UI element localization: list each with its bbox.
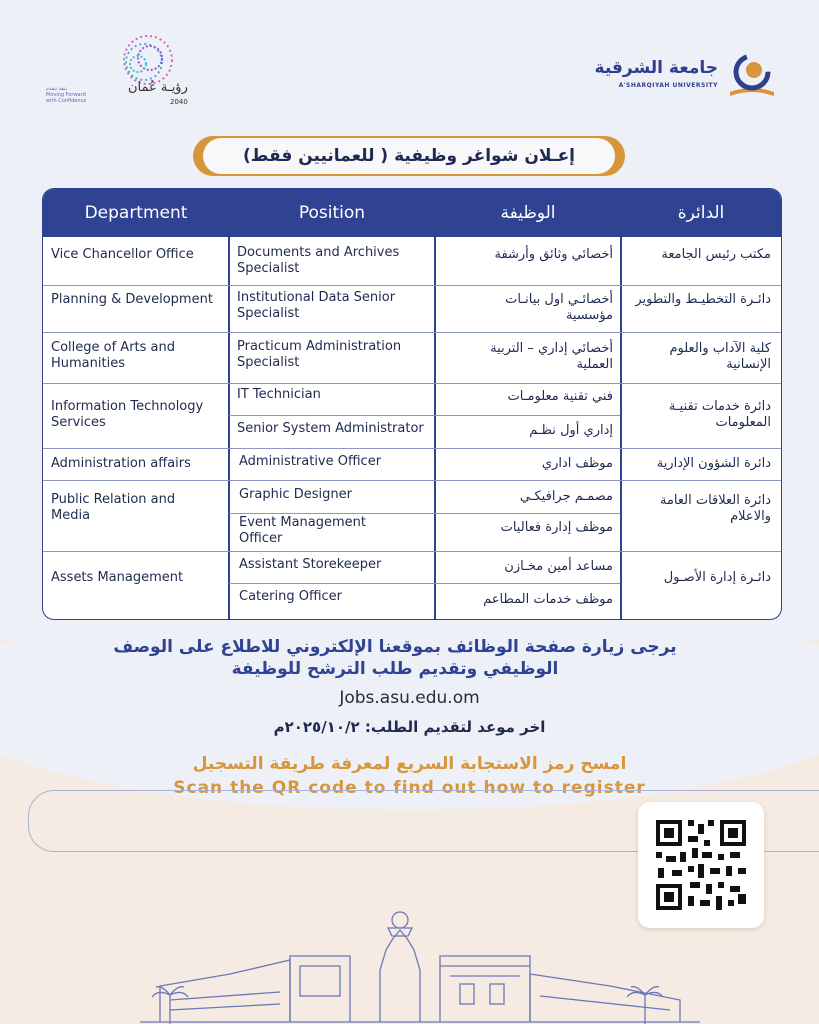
column-divider bbox=[228, 189, 230, 619]
dept-en: Administration affairs bbox=[51, 456, 191, 471]
university-logo bbox=[594, 48, 790, 108]
position-ar: أخصائي إداري – التربية العملية bbox=[490, 341, 613, 372]
palm-tree-icon bbox=[150, 985, 190, 1024]
campus-illustration bbox=[140, 900, 700, 1024]
position-ar: أخصائـي اول بيانـات مؤسسية bbox=[505, 292, 613, 323]
dept-ar: دائرة العلاقات العامة والاعلام bbox=[659, 493, 771, 524]
university-emblem-icon bbox=[724, 48, 780, 104]
row-divider bbox=[43, 285, 781, 286]
row-divider bbox=[43, 448, 781, 449]
dept-ar: دائرة خدمات تقنيـة المعلومات bbox=[668, 399, 771, 430]
position-en: Catering Officer bbox=[239, 589, 343, 604]
dept-en: Vice Chancellor Office bbox=[51, 247, 194, 262]
visit-instructions: يرجى زيارة صفحة الوظائف بموقعنا الإلكتروني للاطلاع على الوصف الوظيفي وتقديم طلب الترشح للوظيفة bbox=[113, 637, 677, 679]
position-en: Administrative Officer bbox=[239, 454, 382, 469]
scan-instructions-en: Scan the QR code to find out how to register bbox=[173, 778, 646, 798]
university-name-en: A'SHARQIYAH UNIVERSITY bbox=[618, 82, 718, 89]
university-name-ar: جامعة الشرقية bbox=[594, 58, 718, 78]
row-divider bbox=[43, 480, 781, 481]
dept-en: Public Relation and Media bbox=[51, 492, 176, 523]
jobs-url[interactable]: Jobs.asu.edu.om bbox=[339, 688, 480, 708]
position-en: Institutional Data Senior Specialist bbox=[237, 290, 396, 321]
header-position: Position bbox=[298, 203, 366, 223]
position-en: Documents and Archives Specialist bbox=[237, 245, 400, 276]
dept-ar: دائـرة التخطيـط والتطوير bbox=[635, 292, 771, 307]
vacancies-table bbox=[42, 188, 782, 620]
position-ar: موظف إدارة فعاليات bbox=[500, 520, 613, 535]
row-divider bbox=[43, 383, 781, 384]
dept-ar: دائـرة إدارة الأصـول bbox=[663, 570, 771, 585]
dept-en: College of Arts and Humanities bbox=[51, 340, 175, 371]
dept-en: Information Technology Services bbox=[51, 399, 204, 430]
vision-year: 2040 bbox=[170, 98, 188, 106]
title-banner bbox=[193, 136, 625, 176]
position-ar: موظف اداري bbox=[541, 456, 613, 471]
dept-ar: كلية الآداب والعلوم الإنسانية bbox=[669, 341, 771, 372]
page-title: إعـلان شواغر وظيفية ( للعمانيين فقط) bbox=[203, 138, 615, 174]
position-en: Assistant Storekeeper bbox=[239, 557, 382, 572]
dept-ar: مكتب رئيس الجامعة bbox=[661, 247, 771, 262]
vision-tagline bbox=[46, 86, 96, 104]
header-department: Department bbox=[84, 203, 188, 223]
subrow-divider bbox=[229, 415, 620, 416]
vision-arabic: رؤيـة عُمان bbox=[128, 80, 188, 95]
vision-tagline-ar: بثقة نتقدم bbox=[46, 86, 67, 92]
position-en: Senior System Administrator bbox=[237, 421, 424, 436]
position-en: Practicum Administration Specialist bbox=[237, 339, 402, 370]
row-divider bbox=[43, 332, 781, 333]
oman-vision-logo bbox=[38, 30, 198, 110]
scan-instructions-ar: امسح رمز الاستجابة السريع لمعرفة طريقة التسجيل bbox=[192, 754, 627, 774]
palm-tree-icon bbox=[625, 985, 665, 1024]
vision-tagline-en2: with Confidence bbox=[46, 98, 87, 104]
position-ar: أخصائي وثائق وأرشفة bbox=[494, 247, 613, 262]
table-header bbox=[43, 189, 781, 237]
column-divider bbox=[434, 189, 436, 619]
deadline: اخر موعد لتقديم الطلب: ٢٠٢٥/١٠/٢م bbox=[273, 718, 546, 736]
header-position-ar: الوظيفة bbox=[500, 203, 556, 223]
position-en: IT Technician bbox=[237, 387, 321, 402]
subrow-divider bbox=[229, 583, 620, 584]
subrow-divider bbox=[229, 513, 620, 514]
position-en: Event Management Officer bbox=[239, 515, 367, 546]
position-ar: مصمـم جرافيكـي bbox=[519, 489, 613, 504]
dept-ar: دائرة الشؤون الإدارية bbox=[656, 456, 771, 471]
column-divider bbox=[620, 189, 622, 619]
position-ar: فني تقنية معلومـات bbox=[507, 389, 613, 404]
dept-en: Planning & Development bbox=[51, 292, 213, 307]
row-divider bbox=[43, 551, 781, 552]
header-department-ar: الدائرة bbox=[677, 203, 725, 223]
position-ar: موظف خدمات المطاعم bbox=[483, 592, 613, 607]
vision-tagline-en1: Moving Forward bbox=[46, 92, 86, 98]
position-ar: إداري أول نظـم bbox=[529, 423, 613, 438]
position-ar: مساعد أمين مخـازن bbox=[504, 559, 613, 574]
dept-en: Assets Management bbox=[51, 570, 184, 585]
position-en: Graphic Designer bbox=[239, 487, 352, 502]
